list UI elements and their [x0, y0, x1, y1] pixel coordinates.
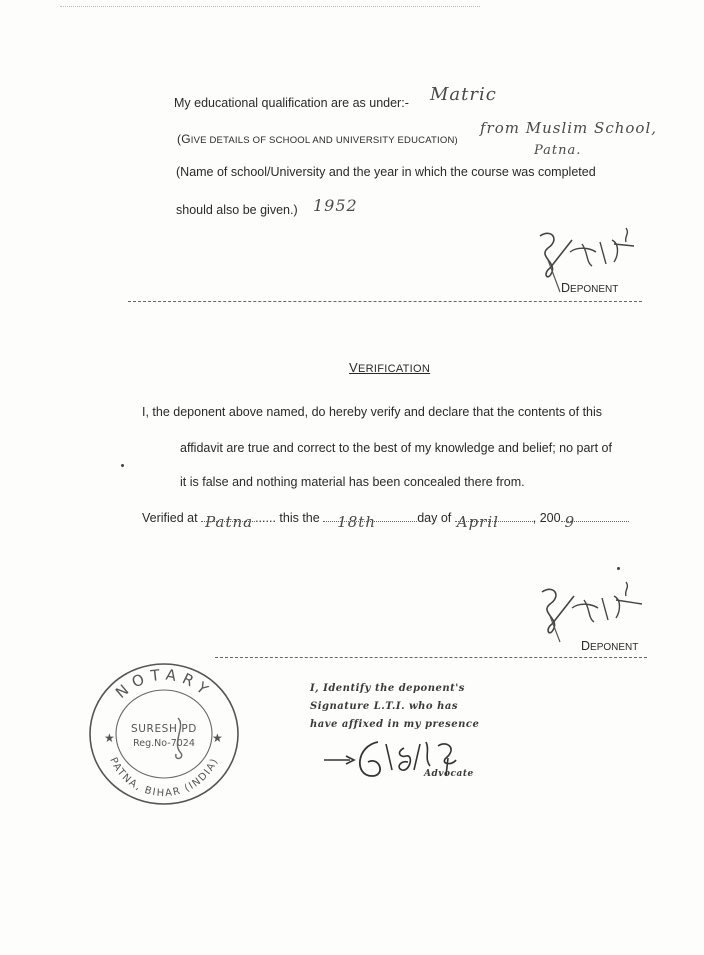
- school-city-handwritten: Patna.: [534, 143, 582, 158]
- identification-line-2: Signature L.T.I. who has: [310, 701, 458, 712]
- year-handwritten: 9: [564, 513, 576, 531]
- scan-speck-2: [617, 567, 620, 570]
- scan-edge-line: [60, 6, 480, 7]
- deponent-label-1: DEPONENT: [561, 281, 619, 295]
- seal-star-left: ★: [104, 731, 115, 745]
- year-prefix: 200: [539, 511, 561, 525]
- verification-heading: VERIFICATION: [349, 360, 431, 375]
- qualification-value-handwritten: Matric: [430, 84, 497, 105]
- year-value-handwritten: 1952: [313, 196, 358, 215]
- year-label: should also be given.): [176, 203, 298, 217]
- day-of-label: day of: [417, 511, 452, 525]
- section-divider-2: [215, 657, 647, 658]
- verified-at-line: Verified at Patna ...... this the 18th day of April , 200 9: [142, 512, 629, 525]
- verified-place-blank: [201, 513, 255, 531]
- identification-line-3: have affixed in my presence: [310, 719, 480, 730]
- qualification-label: My educational qualification are as under:-: [174, 96, 409, 110]
- this-the-label: this the: [279, 511, 320, 525]
- advocate-label: Advocate: [424, 769, 474, 779]
- day-handwritten: 18th: [337, 513, 376, 531]
- verified-place-handwritten: Patna: [205, 513, 254, 531]
- scan-speck: [121, 464, 124, 467]
- seal-reg-number: Reg.No-7024: [133, 738, 195, 749]
- notary-seal: [86, 658, 242, 808]
- verified-at-label: Verified at: [142, 511, 198, 525]
- month-blank: [455, 513, 533, 531]
- deponent-label-2: DEPONENT: [581, 639, 639, 653]
- seal-name: SURESH PD: [131, 723, 197, 735]
- seal-bottom-arc-text: PATNA, BIHAR (INDIA): [107, 755, 221, 800]
- verification-para-line-2: affidavit are true and correct to the best of my knowledge and belief; no part of: [180, 441, 612, 455]
- verification-para-line-1: I, the deponent above named, do hereby verify and declare that the contents of this: [142, 405, 603, 419]
- school-name-handwritten: from Muslim School,: [480, 119, 658, 137]
- month-handwritten: April: [456, 513, 499, 531]
- school-instruction-line: (Name of school/University and the year in which the course was completed: [176, 165, 596, 179]
- seal-top-arc-text: NOTARY: [112, 665, 216, 702]
- verification-para-line-3: it is false and nothing material has been concealed there from.: [180, 475, 525, 489]
- identification-line-1: I, Identify the deponent's: [310, 683, 465, 694]
- year-blank: [561, 513, 629, 531]
- day-blank: [323, 513, 417, 531]
- section-divider-1: [128, 301, 642, 302]
- education-details-label: (GIVE DETAILS OF SCHOOL AND UNIVERSITY EDUCATION): [177, 132, 458, 146]
- seal-star-right: ★: [212, 731, 223, 745]
